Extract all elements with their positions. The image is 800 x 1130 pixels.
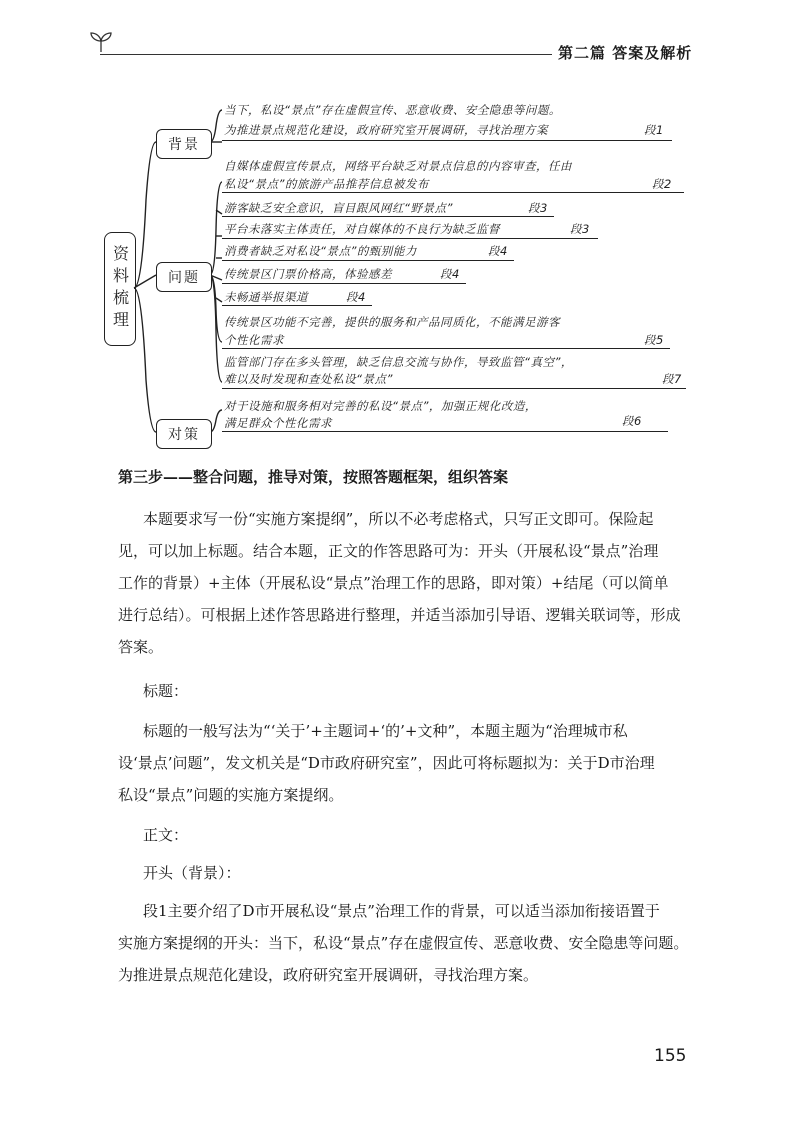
title-label: 标题： [143,682,189,700]
background-line-2: 为推进景点规范化建设，政府研究室开展调研，寻找治理方案 [224,123,548,137]
divider [222,348,670,349]
body-label: 正文： [143,826,189,844]
countermeasure-seg: 段6 [622,414,642,428]
branch-problems: 问题 [156,262,212,292]
para2-line-1: 标题的一般写法为“‘关于’+主题词+‘的’+文种”，本题主题为“治理城市私 [143,722,628,740]
divider [222,388,686,389]
para1-line-2: 见，可以加上标题。结合本题，正文的作答思路可为：开头（开展私设“景点”治理 [118,542,659,560]
running-header: 第二篇 答案及解析 [558,44,693,62]
divider [222,192,684,193]
para1-line-4: 进行总结）。可根据上述作答思路进行整理，并适当添加引导语、逻辑关联词等，形成 [118,606,681,624]
problem-1-line-1: 自媒体虚假宣传景点，网络平台缺乏对景点信息的内容审查，任由 [224,159,572,173]
problem-7-line-1: 传统景区功能不完善，提供的服务和产品同质化，不能满足游客 [224,315,560,329]
para1-line-3: 工作的背景）+主体（开展私设“景点”治理工作的思路，即对策）+结尾（可以简单 [118,574,669,592]
para2-line-3: 私设“景点”问题的实施方案提纲。 [118,786,344,804]
background-line-1: 当下，私设“景点”存在虚假宣传、恶意收费、安全隐患等问题。 [224,103,561,117]
problem-3-line-1: 平台未落实主体责任，对自媒体的不良行为缺乏监督 [224,222,500,236]
branch-background: 背景 [156,129,212,159]
para3-line-1: 段1主要介绍了D市开展私设“景点”治理工作的背景，可以适当添加衔接语置于 [143,902,660,920]
divider [222,283,466,284]
problem-6-line-1: 未畅通举报渠道 [224,290,308,304]
problem-8-line-2: 难以及时发现和查处私设“景点” [224,372,393,386]
problem-7-line-2: 个性化需求 [224,333,284,347]
countermeasure-line-1: 对于设施和服务相对完善的私设“景点”，加强正规化改造， [224,399,537,413]
problem-1-seg: 段2 [652,177,672,191]
problem-5-seg: 段4 [440,267,460,281]
divider [222,431,668,432]
problem-3-seg: 段3 [570,222,590,236]
branch-countermeasures: 对策 [156,419,212,449]
step3-heading: 第三步——整合问题，推导对策，按照答题框架，组织答案 [118,468,509,486]
background-seg: 段1 [644,123,664,137]
divider [222,140,672,141]
problem-2-seg: 段3 [528,201,548,215]
divider [222,260,514,261]
mindmap-root: 资料梳理 [104,232,136,346]
problem-1-line-2: 私设“景点”的旅游产品推荐信息被发布 [224,177,429,191]
countermeasure-line-2: 满足群众个性化需求 [224,416,332,430]
problem-2-line-1: 游客缺乏安全意识，盲目跟风网红“野景点” [224,201,453,215]
problem-8-seg: 段7 [662,372,682,386]
para1-line-5: 答案。 [118,638,164,656]
problem-4-seg: 段4 [488,244,508,258]
problem-6-seg: 段4 [346,290,366,304]
page-number: 155 [654,1046,687,1066]
para3-line-2: 实施方案提纲的开头：当下，私设“景点”存在虚假宣传、恶意收费、安全隐患等问题。 [118,934,689,952]
para3-line-3: 为推进景点规范化建设，政府研究室开展调研，寻找治理方案。 [118,966,539,984]
problem-7-seg: 段5 [644,333,664,347]
problem-5-line-1: 传统景区门票价格高，体验感差 [224,267,392,281]
opening-label: 开头（背景）： [143,864,241,882]
divider [222,216,554,217]
divider [222,238,598,239]
problem-8-line-1: 监管部门存在多头管理，缺乏信息交流与协作，导致监管“真空”， [224,355,573,369]
problem-4-line-1: 消费者缺乏对私设“景点”的甄别能力 [224,244,417,258]
divider [222,305,372,306]
para2-line-2: 设‘景点’问题”，发文机关是“D市政府研究室”，因此可将标题拟为：关于D市治理 [118,754,655,772]
para1-line-1: 本题要求写一份“实施方案提纲”，所以不必考虑格式，只写正文即可。保险起 [143,510,654,528]
